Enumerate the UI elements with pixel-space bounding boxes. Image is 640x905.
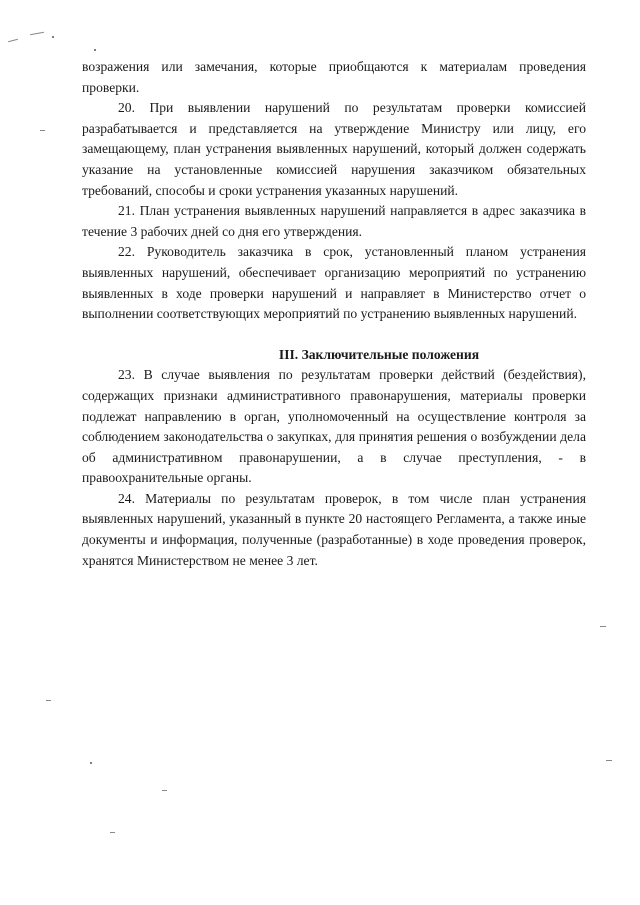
paragraph-22: 22. Руководитель заказчика в срок, установленный планом устранения выявленных нарушений, обеспечивает организацию мероприятий по устранению выявленных в ходе проверки нарушений и направляет в Министерство отчет о выполнении соответствующих мероприятий по устранению выявленных нарушений. [82,244,586,322]
paragraph-continuation: возражения или замечания, которые приобщаются к материалам проведения проверки. [82,59,586,95]
paragraph-21: 21. План устранения выявленных нарушений направляется в адрес заказчика в течение 3 рабочих дней со дня его утверждения. [82,203,586,239]
scan-artifact [600,626,606,627]
scan-artifact [90,762,92,764]
scan-artifact [606,760,612,761]
paragraph-24: 24. Материалы по результатам проверок, в том числе план устранения выявленных нарушений, указанный в пункте 20 настоящего Регламента, а также иные документы и информация, полученные (разработанные) в ходе проведения проверок, хранятся Министерством не менее 3 лет. [82,490,586,568]
scan-artifact [52,36,54,38]
scan-artifact [8,39,18,43]
scan-artifact [162,790,167,791]
paragraph-23: 23. В случае выявления по результатам проверки действий (бездействия), содержащих признаки административного правонарушения, материалы проверки подлежат направлению в орган, уполномоченный на осуществление контроля за соблюдением законодательства о закупках, для принятия решения о возбуждении дела об административном правонарушении, а в случае преступления, - в правоохранительные органы. [82,367,586,486]
section-heading: III. Заключительные положения [278,346,480,362]
scan-artifact [40,130,45,131]
scan-artifact [94,49,96,51]
scan-artifact [46,700,51,701]
paragraph-20: 20. При выявлении нарушений по результатам проверки комиссией разрабатывается и представляется на утверждение Министру или лицу, его замещающему, план устранения выявленных нарушений, который должен содержать указание на установленные комиссией нарушения заказчиком обязательных требований, способы и сроки устранения указанных нарушений. [82,100,586,198]
document-body [82,57,586,571]
scan-artifact [30,32,44,35]
scan-artifact [110,832,115,833]
